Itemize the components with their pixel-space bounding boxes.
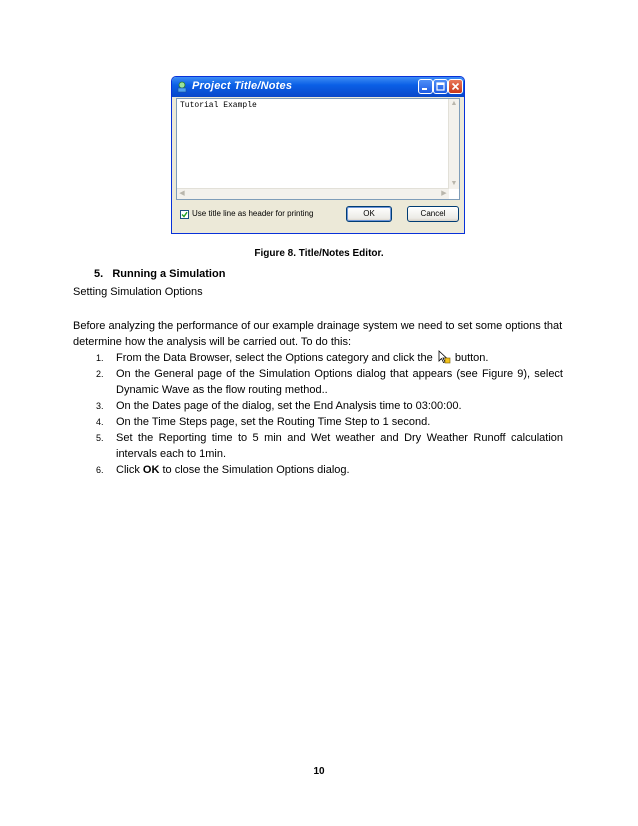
notes-editor[interactable] xyxy=(176,98,460,200)
step-text-end: to close the Simulation Options dialog. xyxy=(162,464,350,476)
dialog-title: Project Title/Notes xyxy=(192,80,293,92)
figure-caption: Figure 8. Title/Notes Editor. xyxy=(254,248,384,259)
list-item xyxy=(73,414,563,430)
page-number: 10 xyxy=(313,766,325,777)
run-simulation-cursor-icon xyxy=(437,350,451,364)
cancel-button[interactable]: Cancel xyxy=(407,206,459,222)
title-header-checkbox[interactable] xyxy=(180,210,189,219)
step-text: On the General page of the Simulation Options dialog that appears (see Figure 9), select Dynamic Wave as the flow routing method.. xyxy=(116,368,563,396)
list-item xyxy=(73,366,563,398)
close-button[interactable] xyxy=(448,79,463,94)
section-heading xyxy=(94,268,225,280)
scroll-right-arrow[interactable]: ▶ xyxy=(441,190,447,197)
section-title: Running a Simulation xyxy=(112,268,226,280)
step-number: 4. xyxy=(96,417,104,427)
step-text: Click xyxy=(116,464,140,476)
step-bold-ok: OK xyxy=(142,464,160,476)
scroll-up-arrow[interactable]: ▲ xyxy=(450,100,458,107)
close-icon xyxy=(450,81,461,92)
vertical-scrollbar[interactable] xyxy=(448,99,459,189)
checkbox-label: Use title line as header for printing xyxy=(192,209,314,218)
app-icon xyxy=(176,81,188,93)
step-text: From the Data Browser, select the Options category and click the xyxy=(116,352,433,364)
step-number: 2. xyxy=(96,369,104,379)
maximize-icon xyxy=(435,81,446,92)
checkmark-icon xyxy=(181,211,188,218)
dialog-footer xyxy=(172,203,464,231)
scroll-down-arrow[interactable]: ▼ xyxy=(450,180,458,187)
step-text: On the Time Steps page, set the Routing Time Step to 1 second. xyxy=(116,416,431,428)
list-item xyxy=(73,462,563,478)
section-number: 5. xyxy=(94,268,104,280)
steps-list xyxy=(73,350,563,478)
project-notes-dialog xyxy=(171,76,465,234)
minimize-icon xyxy=(420,81,431,92)
step-text: Set the Reporting time to 5 min and Wet weather and Dry Weather Runoff calculation intervals each to 1min. xyxy=(116,432,563,460)
step-number: 3. xyxy=(96,401,104,411)
dialog-title-bar xyxy=(172,77,464,97)
list-item xyxy=(73,398,563,414)
list-item xyxy=(73,350,563,366)
notes-text: Tutorial Example xyxy=(180,101,257,110)
step-text: On the Dates page of the dialog, set the End Analysis time to 03:00:00. xyxy=(116,400,462,412)
subheading: Setting Simulation Options xyxy=(73,286,203,298)
list-item xyxy=(73,430,563,462)
horizontal-scrollbar[interactable] xyxy=(177,188,449,199)
step-number: 6. xyxy=(96,465,104,475)
step-number: 1. xyxy=(96,353,104,363)
intro-paragraph: Before analyzing the performance of our example drainage system we need to set some options that determine how the analysis will be carried out. To do this: xyxy=(73,320,563,348)
minimize-button[interactable] xyxy=(418,79,433,94)
maximize-button[interactable] xyxy=(433,79,448,94)
ok-button[interactable]: OK xyxy=(346,206,392,222)
step-text-end: button. xyxy=(454,352,489,364)
scroll-left-arrow[interactable]: ◀ xyxy=(179,190,185,197)
step-number: 5. xyxy=(96,433,104,443)
